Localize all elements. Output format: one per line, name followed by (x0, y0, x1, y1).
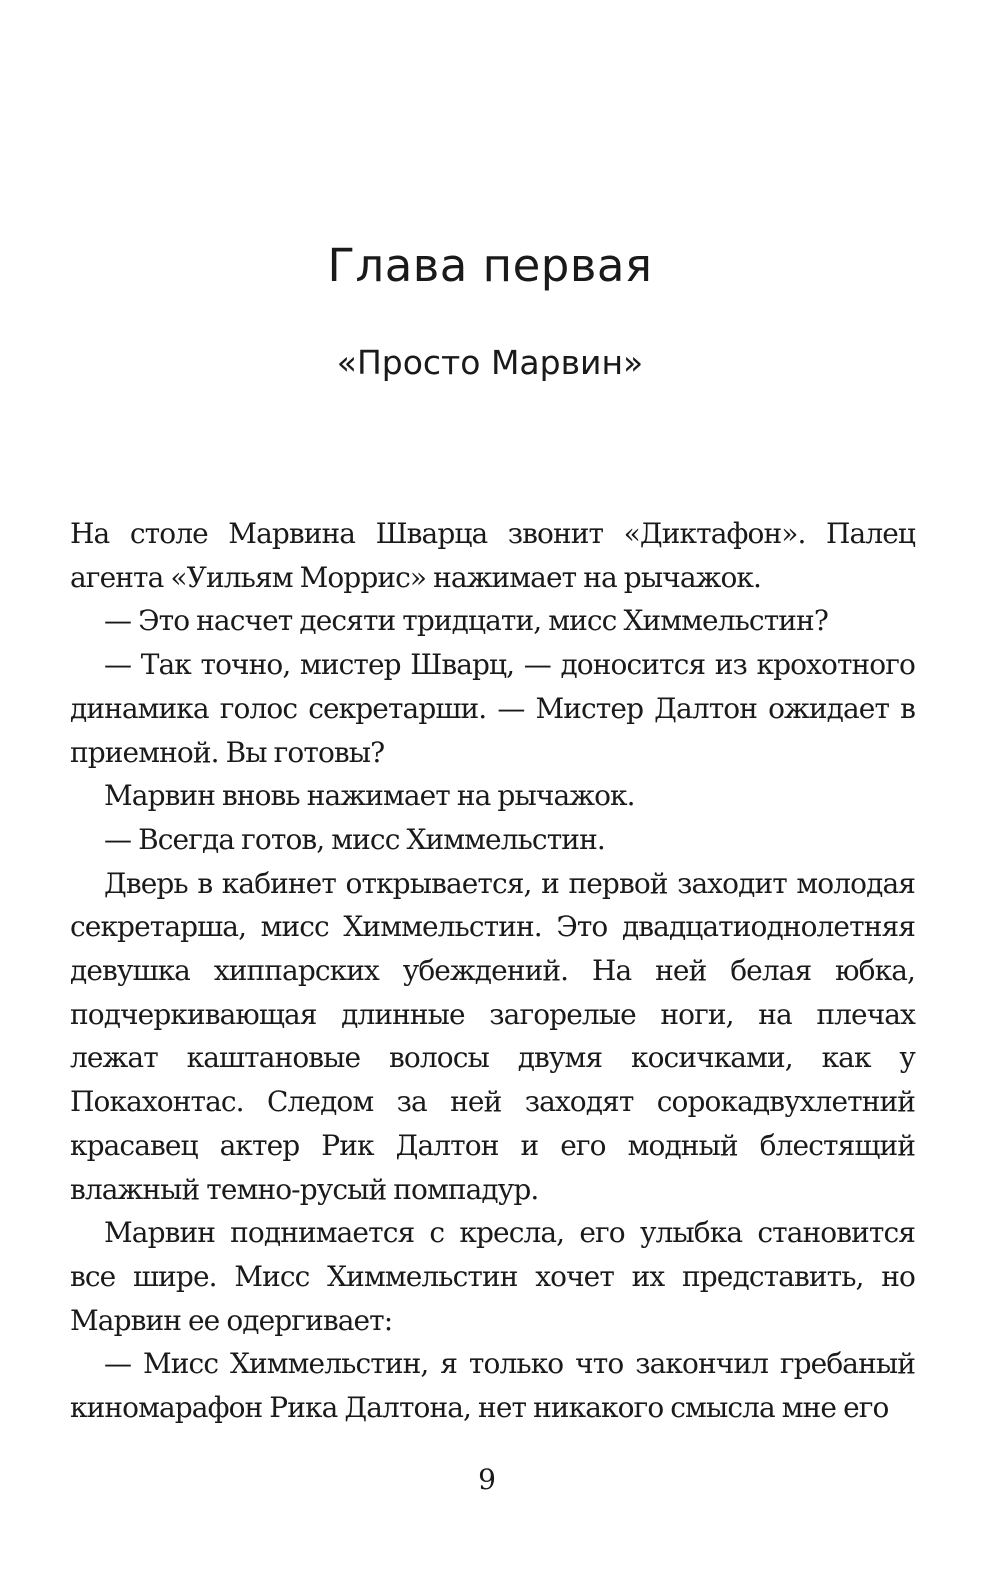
chapter-subtitle: «Просто Марвин» (336, 343, 644, 382)
chapter-title: Глава первая (327, 239, 653, 292)
page-number: 9 (478, 1463, 496, 1496)
paragraph: — Так точно, мистер Шварц, — доносится из крохотного динамика голос секретарши. — Мистер Далтон ожидает в приемной. Вы готовы? (70, 648, 915, 769)
paragraph: Марвин поднимается с кресла, его улыбка становится все шире. Мисс Химмельстин хочет их представить, но Марвин ее одергивает: (70, 1216, 915, 1337)
paragraph: Дверь в кабинет открывается, и первой заходит молодая секретарша, мисс Химмельстин. Это двадцатиоднолетняя девушка хиппарских убеждений. На ней белая юбка, подчеркивающая длинные загорелые ноги, на плечах лежат каштановые волосы двумя косичками, как у Покахонтас. Следом за ней заходят сорокадвухлетний красавец актер Рик Далтон и его модный блестящий влажный темно-русый помпадур. (70, 866, 915, 1206)
paragraph: Марвин вновь нажимает на рычажок. (104, 779, 635, 813)
paragraph: На столе Марвина Шварца звонит «Диктафон». Палец агента «Уильям Моррис» нажимает на рычажок. (70, 517, 915, 594)
paragraph: — Это насчет десяти тридцати, мисс Химмельстин? (104, 604, 828, 638)
paragraph: — Всегда готов, мисс Химмельстин. (104, 822, 605, 856)
chapter-body (70, 512, 915, 1430)
paragraph: — Мисс Химмельстин, я только что закончил гребаный киномарафон Рика Далтона, нет никакого смысла мне его (70, 1347, 915, 1425)
